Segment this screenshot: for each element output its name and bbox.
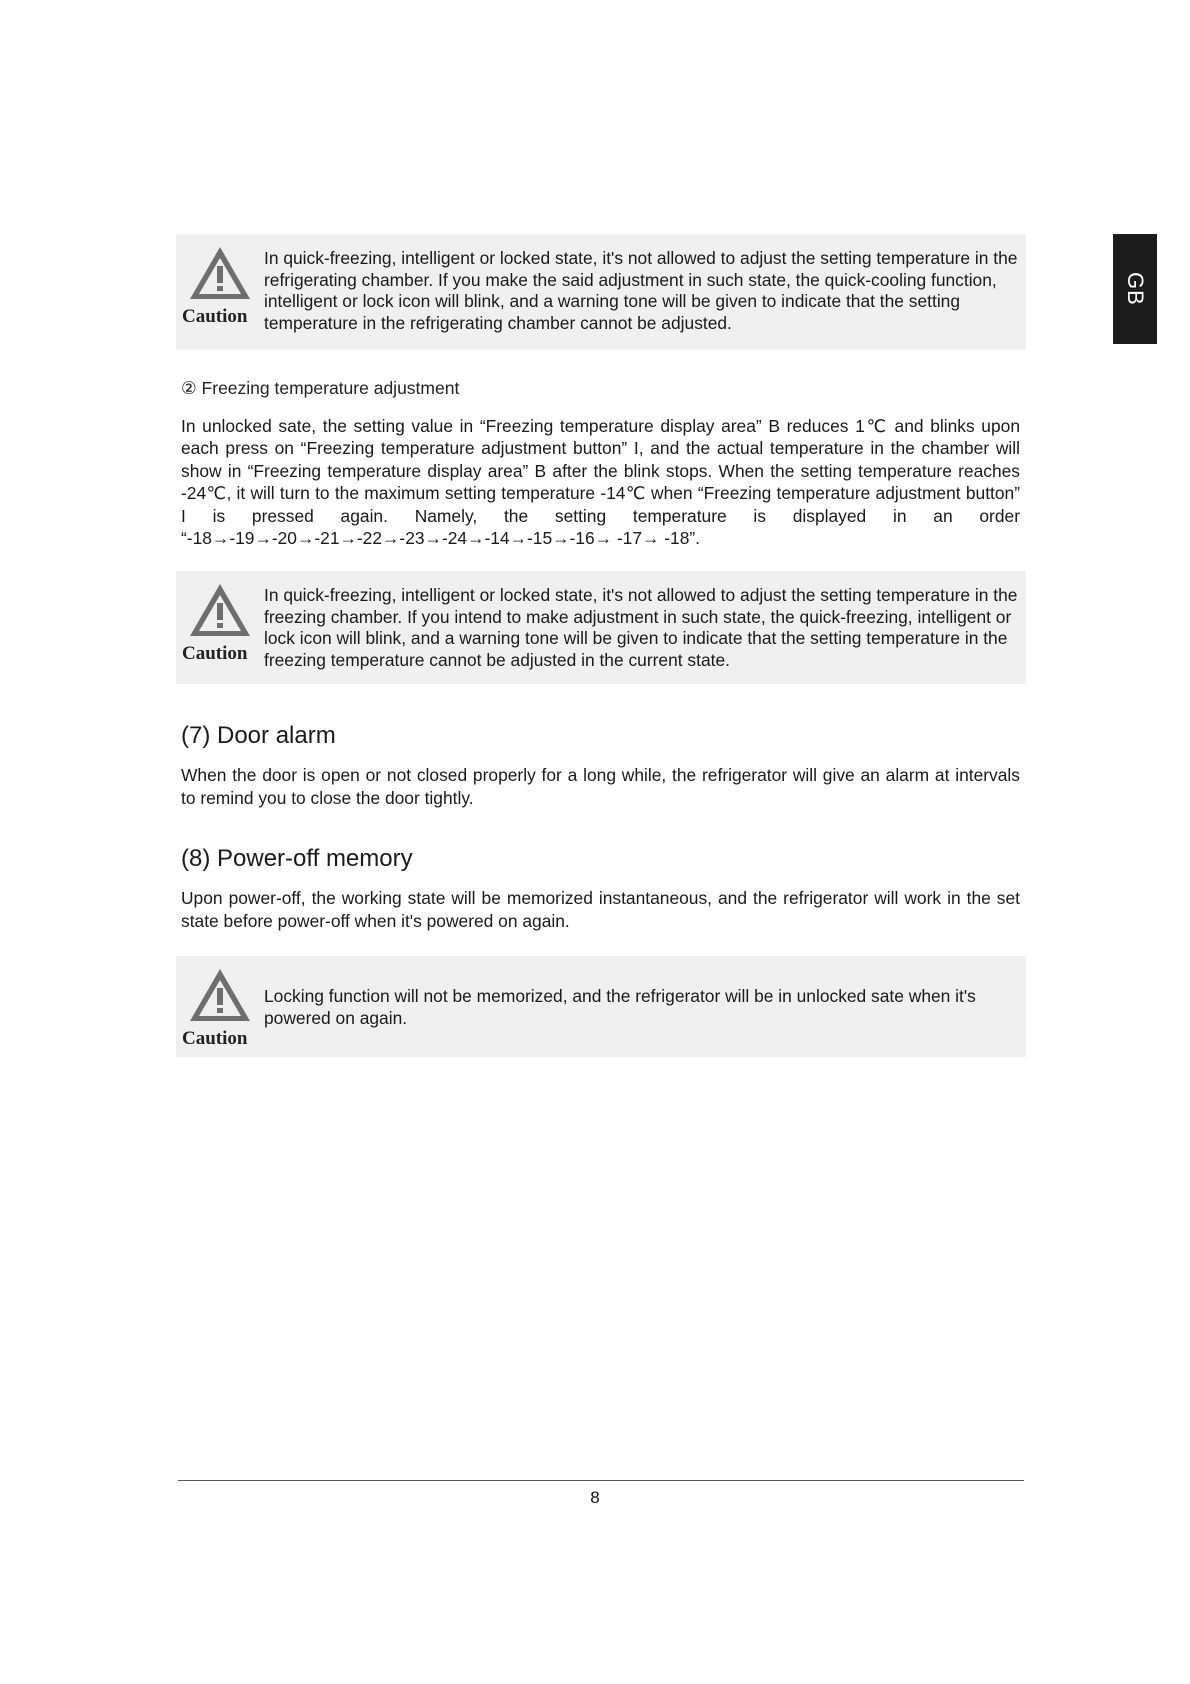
freezing-adjust-paragraph: In unlocked sate, the setting value in “Freezing temperature display area” B reduces 1℃ and blinks upon each press on “Freezing temperature adjustment button” I, and the actual temperature in the chamber will show in “Freezing temperature display area” B after the blink stops. When the setting temperature reaches -24℃, it will turn to the maximum setting temperature -14℃ when “Freezing temperature adjustment button” I is pressed again. Namely, the setting temperature is displayed in an order “-18→-19→-20→-21→-22→-23→-24→-14→-15→-16→ -17→ -18”. [181, 416, 1020, 549]
door-alarm-paragraph: When the door is open or not closed properly for a long while, the refrigerator will give an alarm at intervals to remind you to close the door tightly. [181, 765, 1020, 808]
warning-triangle-icon [187, 244, 253, 302]
power-off-heading: (8) Power-off memory [181, 845, 413, 873]
caution-text: Locking function will not be memorized, and the refrigerator will be in unlocked sate when it's powered on again. [264, 986, 976, 1028]
power-off-paragraph: Upon power-off, the working state will be memorized instantaneous, and the refrigerator will work in the set state before power-off when it's powered on again. [181, 888, 1020, 931]
page-number: 8 [590, 1488, 600, 1507]
caution-box-freezing [176, 571, 1026, 684]
language-tab [1113, 234, 1157, 344]
warning-triangle-icon [187, 966, 253, 1024]
caution-box-locking [176, 956, 1026, 1057]
caution-icon-group [182, 962, 258, 1050]
caution-icon-group [182, 577, 258, 665]
caution-label: Caution [182, 306, 248, 327]
caution-label: Caution [182, 643, 248, 665]
caution-icon-group [182, 240, 258, 328]
caution-text: In quick-freezing, intelligent or locked state, it's not allowed to adjust the setting temperature in the freezing chamber. If you intend to make adjustment in such state, the quick-freezing, intelligent or lock icon will blink, and a warning tone will be given to indicate that the setting temperature in the freezing temperature cannot be adjusted in the current state. [264, 585, 1018, 670]
freezing-adjust-heading: ② Freezing temperature adjustment [181, 378, 460, 398]
caution-label: Caution [182, 1028, 248, 1050]
language-tab-label: GB [1123, 272, 1148, 306]
door-alarm-heading: (7) Door alarm [181, 722, 336, 750]
caution-text: In quick-freezing, intelligent or locked state, it's not allowed to adjust the setting temperature in the refrigerating chamber. If you make the said adjustment in such state, the quick-cooling function, intelligent or lock icon will blink, and a warning tone will be given to indicate that the setting temperature in the refrigerating chamber cannot be adjusted. [264, 248, 1018, 333]
page-content [176, 234, 1026, 1057]
warning-triangle-icon [187, 581, 253, 639]
footer-divider [178, 1480, 1024, 1481]
caution-box-refrigerating [176, 234, 1026, 350]
